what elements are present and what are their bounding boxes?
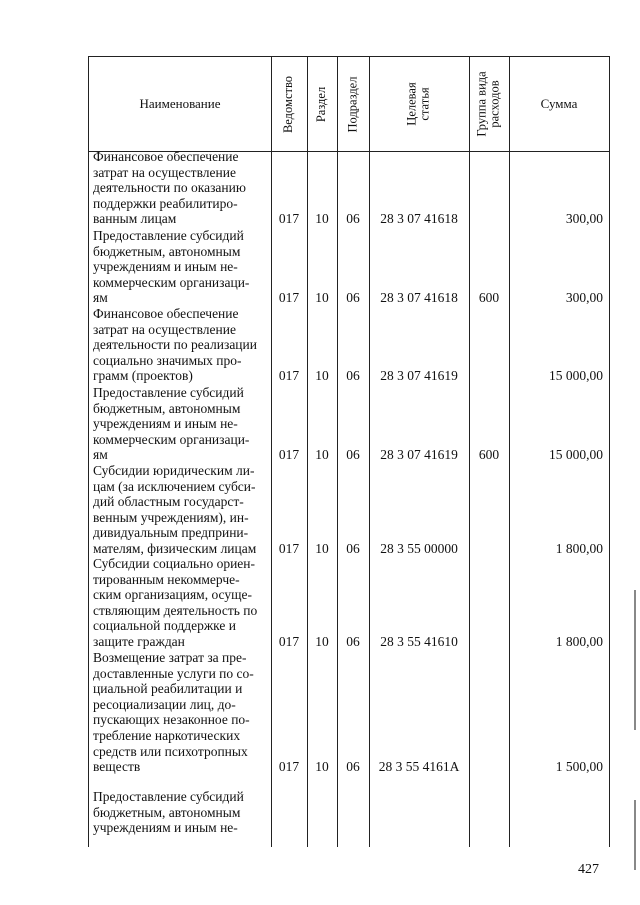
row-name-line: Предоставление субсидий (93, 789, 244, 804)
header-celevaya (406, 82, 432, 125)
row-podrazdel: 06 (346, 211, 360, 227)
row-vedomstvo: 017 (278, 290, 300, 306)
header-name-cell (89, 57, 271, 151)
row-name-line: ресоциализации лиц, до- (93, 696, 236, 712)
row-name-line: коммерческим организаци- (93, 274, 250, 290)
row-name-line: Предоставление субсидий (93, 385, 244, 400)
row-gruppa: 600 (478, 290, 500, 306)
header-celevaya-line2: статья (418, 87, 432, 121)
row-summa: 1 800,00 (555, 541, 603, 556)
row-podrazdel: 06 (346, 541, 360, 556)
row-name-line: дий областным государст- (93, 494, 244, 510)
row-name (93, 789, 263, 836)
row-podrazdel: 06 (346, 759, 360, 775)
row-vedomstvo: 017 (278, 634, 300, 649)
row-celevaya: 28 3 55 00000 (380, 541, 458, 556)
scan-edge-mark (634, 800, 636, 870)
row-name-line: защите граждан (93, 633, 185, 649)
header-gruppa (476, 71, 502, 136)
row-name-line: затрат на осуществление (93, 321, 236, 337)
header-podrazdel-cell (337, 57, 369, 151)
row-celevaya: 28 3 07 41619 (380, 368, 458, 384)
row-name-line: тированным некоммерче- (93, 571, 240, 587)
page-number: 427 (578, 862, 599, 877)
row-name-line: ям (93, 290, 108, 306)
row-name-line: социальной поддержке и (93, 618, 236, 634)
header-podrazdel: Подраздел (345, 76, 360, 132)
row-name-line: средств или психотропных (93, 743, 248, 759)
row-vedomstvo: 017 (278, 368, 300, 384)
row-razdel: 10 (315, 368, 329, 384)
header-celevaya-line1: Целевая (405, 82, 419, 126)
row-celevaya: 28 3 07 41619 (380, 447, 458, 463)
header-summa: Сумма (540, 96, 578, 111)
row-name-line: грамм (проектов) (93, 368, 193, 384)
row-podrazdel: 06 (346, 447, 360, 463)
row-name-line: Субсидии социально ориен- (93, 556, 255, 571)
row-name-line: дивидуальным предприни- (93, 525, 249, 541)
scan-edge-mark (634, 590, 636, 730)
row-name (93, 228, 263, 306)
row-name (93, 149, 263, 227)
budget-table (88, 56, 610, 847)
row-name-line: коммерческим организаци- (93, 431, 250, 447)
row-name-line: Субсидии юридическим ли- (93, 463, 255, 478)
row-celevaya: 28 3 55 41610 (380, 634, 458, 649)
row-name-line: циальной реабилитации и (93, 681, 243, 697)
row-name (93, 306, 263, 384)
row-name-line: Финансовое обеспечение (93, 149, 239, 164)
header-celevaya-cell (369, 57, 469, 151)
header-gruppa-line1: Группа вида (475, 71, 490, 137)
row-name-line: Возмещение затрат за пре- (93, 650, 247, 665)
row-name-line: Финансовое обеспечение (93, 306, 239, 321)
table-header (89, 57, 609, 152)
row-vedomstvo: 017 (278, 211, 300, 227)
row-name-line: Предоставление субсидий (93, 228, 244, 243)
row-name-line: затрат на осуществление (93, 164, 236, 180)
header-vedomstvo-cell (271, 57, 307, 151)
row-name-line: учреждениям и иным не- (93, 259, 238, 275)
row-name-line: социально значимых про- (93, 352, 242, 368)
row-summa: 1 800,00 (555, 634, 603, 649)
row-name-line: ствляющим деятельность по (93, 602, 258, 618)
row-name-line: доставленные услуги по со- (93, 665, 254, 681)
row-razdel: 10 (315, 541, 329, 556)
row-razdel: 10 (315, 759, 329, 775)
row-name (93, 385, 263, 463)
row-name-line: деятельности по реализации (93, 337, 257, 353)
row-name-line: цам (за исключением субси- (93, 478, 256, 494)
row-name-line: пускающих незаконное по- (93, 712, 250, 728)
row-razdel: 10 (315, 211, 329, 227)
header-gruppa-line2: расходов (488, 80, 503, 128)
row-name-line: бюджетным, автономным (93, 400, 241, 416)
row-name-line: венным учреждениям), ин- (93, 509, 249, 525)
header-razdel: Раздел (314, 86, 329, 122)
header-name: Наименование (139, 96, 221, 111)
row-name-line: поддержки реабилитиро- (93, 195, 238, 211)
row-summa: 15 000,00 (549, 447, 603, 463)
row-podrazdel: 06 (346, 634, 360, 649)
row-name (93, 556, 263, 650)
header-vedomstvo: Ведомство (281, 75, 296, 133)
row-gruppa: 600 (478, 447, 500, 463)
row-name-line: веществ (93, 759, 141, 775)
row-name-line: требление наркотических (93, 727, 241, 743)
row-vedomstvo: 017 (278, 541, 300, 556)
row-name-line: ванным лицам (93, 211, 177, 227)
row-summa: 15 000,00 (549, 368, 603, 384)
row-podrazdel: 06 (346, 368, 360, 384)
row-name-line: ским организациям, осуще- (93, 587, 252, 603)
row-razdel: 10 (315, 290, 329, 306)
row-razdel: 10 (315, 447, 329, 463)
row-celevaya: 28 3 07 41618 (380, 290, 458, 306)
row-celevaya: 28 3 55 4161А (378, 759, 460, 775)
row-summa: 1 500,00 (555, 759, 603, 775)
row-name-line: учреждениям и иным не- (93, 416, 238, 432)
row-celevaya: 28 3 07 41618 (380, 211, 458, 227)
row-podrazdel: 06 (346, 290, 360, 306)
row-name-line: бюджетным, автономным (93, 804, 241, 820)
row-name-line: ям (93, 447, 108, 463)
row-name-line: деятельности по оказанию (93, 180, 246, 196)
row-name (93, 650, 263, 775)
header-gruppa-cell (469, 57, 509, 151)
row-name (93, 463, 263, 557)
row-name-line: учреждениям и иным не- (93, 820, 238, 836)
row-name-line: бюджетным, автономным (93, 243, 241, 259)
header-summa-cell (509, 57, 609, 151)
row-razdel: 10 (315, 634, 329, 649)
header-razdel-cell (307, 57, 337, 151)
row-vedomstvo: 017 (278, 759, 300, 775)
row-name-line: мателям, физическим лицам (93, 540, 257, 556)
row-summa: 300,00 (565, 211, 603, 227)
row-summa: 300,00 (565, 290, 603, 306)
row-vedomstvo: 017 (278, 447, 300, 463)
